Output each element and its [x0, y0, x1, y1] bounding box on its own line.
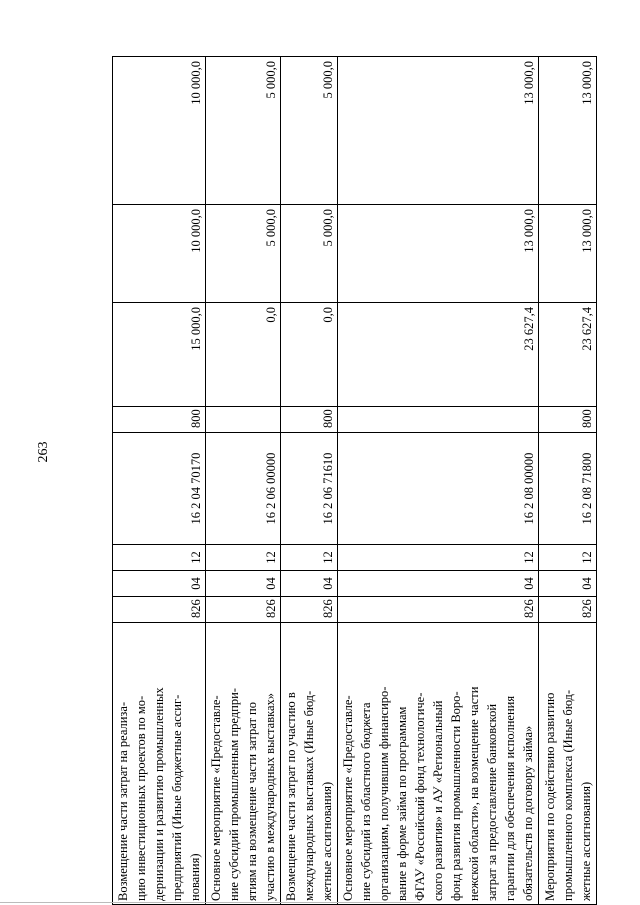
row-name-line: вание в форме займа по программам	[395, 706, 409, 901]
budget-table	[112, 56, 597, 905]
amount-2022: 5 000,0	[206, 205, 281, 303]
row-name-cell	[281, 623, 338, 905]
expense-type-code	[338, 407, 539, 433]
amount-2021: 0,0	[206, 303, 281, 407]
amount-2021: 15 000,0	[113, 303, 206, 407]
table-body	[113, 57, 597, 905]
row-name-cell	[338, 623, 539, 905]
subsection-code: 12	[338, 545, 539, 571]
table-row	[206, 57, 281, 905]
ministry-code: 826	[281, 597, 338, 623]
row-name-line: ского развития» и АУ «Региональный	[431, 700, 445, 901]
row-name-line: предприятий (Иные бюджетные ассиг-	[170, 694, 184, 901]
row-name-cell	[539, 623, 597, 905]
amount-2022: 10 000,0	[113, 205, 206, 303]
subsection-code: 12	[281, 545, 338, 571]
row-name-line: затрат за предоставление банковской	[485, 703, 499, 901]
row-name-line: организациям, получившим финансиро-	[377, 686, 391, 901]
ministry-code: 826	[539, 597, 597, 623]
row-name-cell	[206, 623, 281, 905]
program-code: 16 2 04 70170	[113, 433, 206, 545]
program-code: 16 2 06 00000	[206, 433, 281, 545]
row-name-line: Возмещение части затрат по участию в	[284, 692, 298, 901]
row-name-line: ятиям на возмещение части затрат по	[245, 702, 259, 901]
page-edge-line	[0, 902, 420, 903]
amount-2022: 5 000,0	[281, 205, 338, 303]
row-name-line: Мероприятия по содействию развитию	[543, 692, 557, 901]
row-name-line: жетные ассигнования)	[320, 781, 334, 901]
amount-2022: 13 000,0	[539, 205, 597, 303]
amount-2023: 5 000,0	[206, 57, 281, 205]
expense-type-code	[206, 407, 281, 433]
amount-2023: 13 000,0	[338, 57, 539, 205]
page-number: 263	[36, 441, 51, 463]
section-code: 04	[338, 571, 539, 597]
amount-2023: 10 000,0	[113, 57, 206, 205]
row-name-line: ние субсидий промышленным предпри-	[227, 688, 241, 901]
row-name-line: Возмещение части затрат на реализа-	[116, 701, 130, 901]
ministry-code: 826	[206, 597, 281, 623]
row-name-line: ФГАУ «Российский фонд технологиче-	[413, 692, 427, 901]
section-code: 04	[539, 571, 597, 597]
budget-table-wrapper	[112, 57, 594, 905]
amount-2021: 0,0	[281, 303, 338, 407]
section-code: 04	[113, 571, 206, 597]
row-name-line: международных выставках (Иные бюд-	[302, 690, 316, 901]
row-name-line: гарантии для обеспечения исполнения	[503, 695, 517, 901]
table-row	[539, 57, 597, 905]
expense-type-code: 800	[539, 407, 597, 433]
row-name-cell	[113, 623, 206, 905]
row-name-line: дернизации и развитию промышленных	[152, 687, 166, 901]
section-code: 04	[206, 571, 281, 597]
amount-2023: 13 000,0	[539, 57, 597, 205]
expense-type-code: 800	[113, 407, 206, 433]
section-code: 04	[281, 571, 338, 597]
row-name-line: обязательств по договору займа»	[521, 725, 535, 901]
row-name-line: Основное мероприятие «Предоставле-	[341, 695, 355, 901]
row-name-line: ние субсидий из областного бюджета	[359, 702, 373, 901]
expense-type-code: 800	[281, 407, 338, 433]
subsection-code: 12	[539, 545, 597, 571]
row-name-line: промышленного комплекса (Иные бюд-	[561, 690, 575, 901]
amount-2021: 23 627,4	[338, 303, 539, 407]
amount-2022: 13 000,0	[338, 205, 539, 303]
row-name-line: нования)	[188, 853, 202, 901]
amount-2021: 23 627,4	[539, 303, 597, 407]
amount-2023: 5 000,0	[281, 57, 338, 205]
ministry-code: 826	[338, 597, 539, 623]
program-code: 16 2 08 71800	[539, 433, 597, 545]
ministry-code: 826	[113, 597, 206, 623]
subsection-code: 12	[206, 545, 281, 571]
table-row	[113, 57, 206, 905]
table-row	[281, 57, 338, 905]
row-name-line: фонд развития промышленности Воро-	[449, 691, 463, 901]
row-name-line: нежской области», на возмещение части	[467, 686, 481, 901]
program-code: 16 2 06 71610	[281, 433, 338, 545]
row-name-line: Основное мероприятие «Предоставле-	[209, 695, 223, 901]
row-name-line: участию в международных выставках»	[263, 692, 277, 901]
table-row	[338, 57, 539, 905]
row-name-line: цию инвестиционных проектов по мо-	[134, 695, 148, 901]
program-code: 16 2 08 00000	[338, 433, 539, 545]
subsection-code: 12	[113, 545, 206, 571]
row-name-line: жетные ассигнования)	[579, 781, 593, 901]
